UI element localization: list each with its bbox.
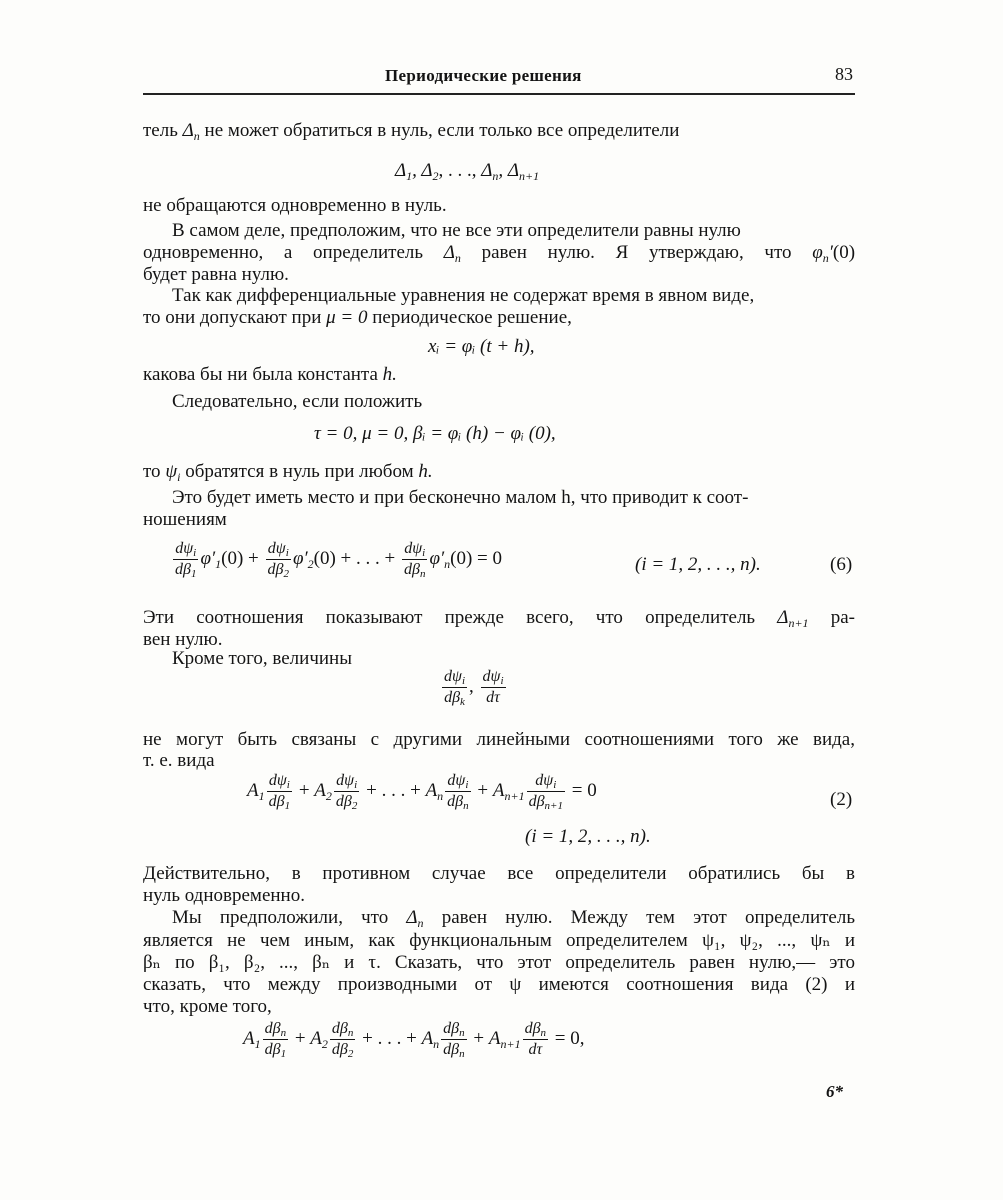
signature-mark: 6* (826, 1082, 843, 1101)
equation-periodic-solution: xᵢ = φᵢ (t + h), (428, 336, 535, 357)
text-line: не обращаются одновременно в нуль. (143, 195, 447, 216)
text-line: ношениям (143, 509, 227, 530)
text-line: сказать, что между производными от ψ имеются соотношения вида (2) и (143, 974, 855, 995)
running-header: Периодические решения (385, 66, 582, 85)
equation-6: $\frac{d\psi_i}{d\beta_1}$ $\varphi'_1(0)$ + $\frac{d\psi_i}{d\beta_2}$ $\varphi'_2(0)$ + . . . + $\frac{d\psi_i}{d\beta_n}$ $\varphi'_n(0) = 0$ (175, 540, 503, 580)
equation-2-label: (2) (830, 789, 853, 810)
text-line: тель $\Delta_n$ не может обратиться в нуль, если только все определители (143, 120, 680, 143)
determinant-list: $\Delta_1$, $\Delta_2$, . . ., $\Delta_n$, $\Delta_{n+1}$ (395, 160, 540, 183)
text-line: Эти соотношения показывают прежде всего, что определитель $\Delta_{n+1}$ ра- (143, 607, 855, 630)
text-line: βₙ по β₁, β₂, ..., βₙ и τ. Сказать, что этот определитель равен нулю,— это (143, 952, 855, 973)
text-line: Это будет иметь место и при бесконечно малом h, что приводит к соот- (172, 487, 749, 508)
equation-2: $A_1$ $\frac{d\psi_i}{d\beta_1}$ + $A_2$ $\frac{d\psi_i}{d\beta_2}$ + . . . + $A_n$ $\frac{d\psi_i}{d\beta_n}$ + $A_{n+1}$ $\frac{d\psi_i}{d\beta_{n+1}}$ = 0 (247, 772, 597, 812)
text-line: Так как дифференциальные уравнения не содержат время в явном виде, (172, 285, 755, 306)
text-line: вен нулю. (143, 629, 223, 650)
text-line: является не чем иным, как функциональным определителем ψ₁, ψ₂, ..., ψₙ и (143, 930, 855, 951)
equation-2-range: (i = 1, 2, . . ., n). (525, 826, 651, 847)
text-line: не могут быть связаны с другими линейными соотношениями того же вида, (143, 729, 855, 750)
equation-6-range: (i = 1, 2, . . ., n). (635, 554, 761, 575)
text-line: то они допускают при μ = 0 периодическое решение, (143, 307, 572, 328)
text-line: что, кроме того, (143, 996, 272, 1017)
text-line: Действительно, в противном случае все определители обратились бы в (143, 863, 855, 884)
page-number: 83 (835, 64, 853, 84)
derivative-pair: $\frac{d\psi_i}{d\beta_k}$ , $\frac{d\psi_i}{d\tau}$ (444, 668, 504, 708)
text-line: то $\psi_i$ обратятся в нуль при любом h. (143, 461, 433, 484)
text-line: нуль одновременно. (143, 885, 305, 906)
equation-initial-values: τ = 0, μ = 0, βᵢ = φᵢ (h) − φᵢ (0), (314, 423, 556, 444)
equation-final: $A_1$ $\frac{d\beta_n}{d\beta_1}$ + $A_2$ $\frac{d\beta_n}{d\beta_2}$ + . . . + $A_n$ $\frac{d\beta_n}{d\beta_n}$ + $A_{n+1}$ $\frac{d\beta_n}{d\tau}$ = 0, (243, 1020, 585, 1060)
text-line: Кроме того, величины (172, 648, 352, 669)
text-line: какова бы ни была константа h. (143, 364, 397, 385)
equation-6-label: (6) (830, 554, 853, 575)
text-line: одновременно, а определитель $\Delta_n$ равен нулю. Я утверждаю, что $\varphi_n'(0)$ (143, 242, 856, 265)
header-rule (143, 93, 855, 95)
text-line: Следовательно, если положить (172, 391, 423, 412)
text-line: В самом деле, предположим, что не все эти определители равны нулю (172, 220, 741, 241)
text-line: Мы предположили, что $\Delta_n$ равен нулю. Между тем этот определитель (172, 907, 855, 930)
text-line: будет равна нулю. (143, 264, 289, 285)
text-line: т. е. вида (143, 750, 215, 771)
